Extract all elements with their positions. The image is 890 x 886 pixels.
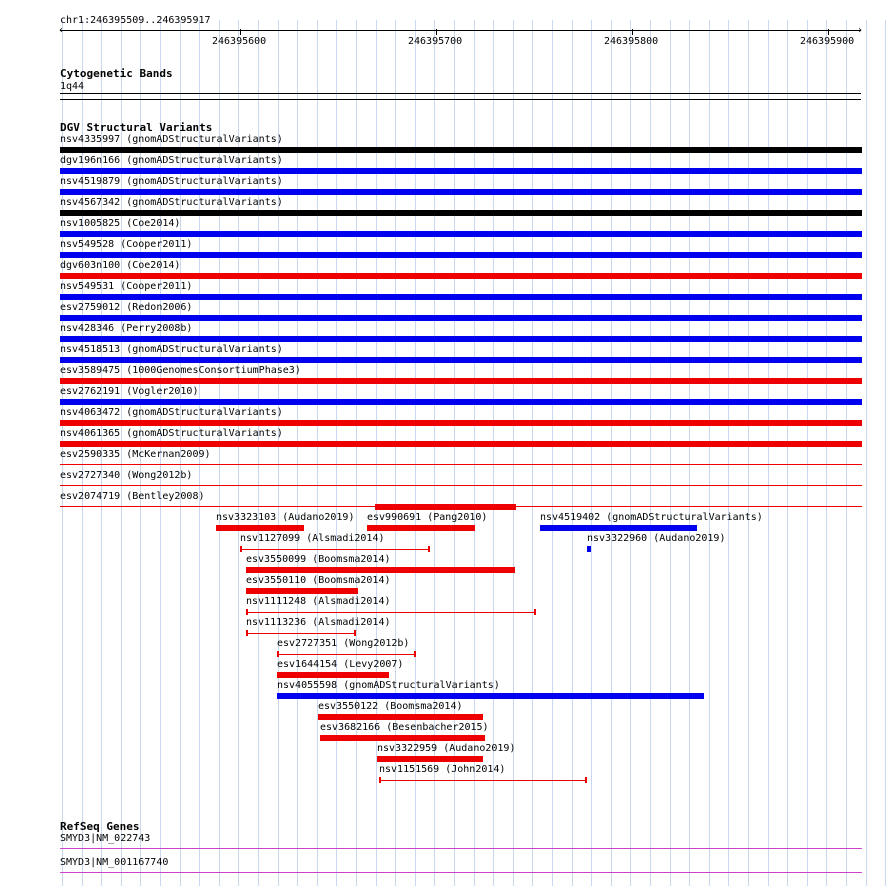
dgv-track-bar[interactable] (60, 336, 862, 342)
dgv-track-bar[interactable] (60, 420, 862, 426)
dgv-feature-bar[interactable] (216, 525, 304, 531)
dgv-track-label[interactable]: nsv1005825 (Coe2014) (60, 218, 181, 229)
location-label: chr1:246395509..246395917 (60, 15, 211, 26)
dgv-track-bar[interactable] (60, 399, 862, 405)
dgv-feature-bar[interactable] (246, 612, 536, 613)
dgv-track-bar[interactable] (60, 485, 862, 486)
ruler-tick-label: 246395600 (212, 36, 267, 47)
cytoband-band[interactable] (60, 93, 861, 100)
ruler-tick (828, 29, 829, 35)
dgv-feature-label[interactable]: nsv1113236 (Alsmadi2014) (246, 617, 391, 628)
dgv-track-bar[interactable] (60, 464, 862, 465)
dgv-feature-bar[interactable] (540, 525, 697, 531)
dgv-track-label[interactable]: nsv4519879 (gnomADStructuralVariants) (60, 176, 283, 187)
dgv-track-bar[interactable] (60, 168, 862, 174)
grid-line (885, 20, 886, 886)
dgv-track-label[interactable]: nsv428346 (Perry2008b) (60, 323, 193, 334)
dgv-track-label[interactable]: esv2590335 (McKernan2009) (60, 449, 211, 460)
dgv-track-label[interactable]: nsv4063472 (gnomADStructuralVariants) (60, 407, 283, 418)
ruler-tick-label: 246395900 (800, 36, 855, 47)
dgv-track-bar[interactable] (60, 189, 862, 195)
dgv-track-label[interactable]: nsv4518513 (gnomADStructuralVariants) (60, 344, 283, 355)
refseq-gene-label[interactable]: SMYD3|NM_022743 (60, 833, 151, 844)
cytoband-label: 1q44 (60, 81, 85, 92)
dgv-feature-label[interactable]: nsv1151569 (John2014) (379, 764, 506, 775)
dgv-feature-bar[interactable] (377, 756, 483, 762)
dgv-track-label[interactable]: nsv549531 (Cooper2011) (60, 281, 193, 292)
dgv-track-bar[interactable] (60, 273, 862, 279)
dgv-track-bar[interactable] (60, 315, 862, 321)
cytoband-title: Cytogenetic Bands (60, 67, 173, 80)
dgv-feature-bar[interactable] (240, 549, 430, 550)
ruler-tick (436, 29, 437, 35)
dgv-feature-bar[interactable] (318, 714, 483, 720)
ruler-tick (632, 29, 633, 35)
dgv-track-label[interactable]: nsv549528 (Cooper2011) (60, 239, 193, 250)
dgv-feature-label[interactable]: esv1644154 (Levy2007) (277, 659, 404, 670)
dgv-feature-label[interactable]: nsv3322959 (Audano2019) (377, 743, 516, 754)
dgv-feature-label[interactable]: nsv3322960 (Audano2019) (587, 533, 726, 544)
ruler-left-arrow: ‹ (58, 25, 65, 36)
dgv-track-bar[interactable] (60, 357, 862, 363)
ruler-line (60, 30, 861, 31)
dgv-feature-bar[interactable] (379, 780, 587, 781)
dgv-feature-bar[interactable] (246, 633, 356, 634)
dgv-feature-bar[interactable] (367, 525, 475, 531)
dgv-track-label[interactable]: dgv196n166 (gnomADStructuralVariants) (60, 155, 283, 166)
dgv-track-bar[interactable] (60, 441, 862, 447)
ruler-right-arrow: › (857, 25, 864, 36)
dgv-feature-bar[interactable] (277, 672, 389, 678)
dgv-track-label[interactable]: nsv4061365 (gnomADStructuralVariants) (60, 428, 283, 439)
dgv-feature-label[interactable]: esv3682166 (Besenbacher2015) (320, 722, 489, 733)
dgv-track-bar[interactable] (60, 378, 862, 384)
dgv-feature-bar[interactable] (277, 654, 416, 655)
dgv-track-bar[interactable] (60, 231, 862, 237)
dgv-feature-label[interactable]: esv2727351 (Wong2012b) (277, 638, 410, 649)
dgv-feature-label[interactable]: nsv1127099 (Alsmadi2014) (240, 533, 385, 544)
dgv-feature-bar[interactable] (246, 567, 515, 573)
ruler-tick-label: 246395700 (408, 36, 463, 47)
refseq-title: RefSeq Genes (60, 820, 140, 833)
dgv-feature-label[interactable]: nsv4519402 (gnomADStructuralVariants) (540, 512, 763, 523)
dgv-track-bar[interactable] (60, 210, 862, 216)
refseq-gene-line[interactable] (60, 848, 862, 849)
dgv-feature-bar[interactable] (277, 693, 704, 699)
dgv-feature-label[interactable]: nsv3323103 (Audano2019) (216, 512, 355, 523)
dgv-feature-label[interactable]: esv990691 (Pang2010) (367, 512, 488, 523)
dgv-track-label[interactable]: nsv4335997 (gnomADStructuralVariants) (60, 134, 283, 145)
dgv-feature-bar[interactable] (246, 588, 358, 594)
refseq-gene-label[interactable]: SMYD3|NM_001167740 (60, 857, 169, 868)
dgv-feature-label[interactable]: esv3550110 (Boomsma2014) (246, 575, 391, 586)
dgv-title: DGV Structural Variants (60, 121, 213, 134)
dgv-feature-label[interactable]: esv3550099 (Boomsma2014) (246, 554, 391, 565)
dgv-track-label[interactable]: esv2762191 (Vogler2010) (60, 386, 199, 397)
dgv-feature-bar[interactable] (587, 546, 591, 552)
ruler-tick (240, 29, 241, 35)
dgv-track-bar[interactable] (60, 294, 862, 300)
dgv-track-label[interactable]: nsv4567342 (gnomADStructuralVariants) (60, 197, 283, 208)
dgv-feature-bar[interactable] (320, 735, 485, 741)
dgv-track-bar[interactable] (60, 147, 862, 153)
dgv-track-label[interactable]: esv3589475 (1000GenomesConsortiumPhase3) (60, 365, 301, 376)
refseq-gene-line[interactable] (60, 872, 862, 873)
ruler-tick-label: 246395800 (604, 36, 659, 47)
grid-line (866, 20, 867, 886)
dgv-feature-label[interactable]: nsv4055598 (gnomADStructuralVariants) (277, 680, 500, 691)
dgv-feature-label[interactable]: esv3550122 (Boomsma2014) (318, 701, 463, 712)
dgv-feature-label[interactable]: nsv1111248 (Alsmadi2014) (246, 596, 391, 607)
dgv-track-label[interactable]: esv2759012 (Redon2006) (60, 302, 193, 313)
dgv-track-label[interactable]: esv2727340 (Wong2012b) (60, 470, 193, 481)
dgv-track-label[interactable]: dgv603n100 (Coe2014) (60, 260, 181, 271)
dgv-feature-bar[interactable] (375, 504, 516, 510)
dgv-track-label[interactable]: esv2074719 (Bentley2008) (60, 491, 205, 502)
dgv-track-bar[interactable] (60, 252, 862, 258)
